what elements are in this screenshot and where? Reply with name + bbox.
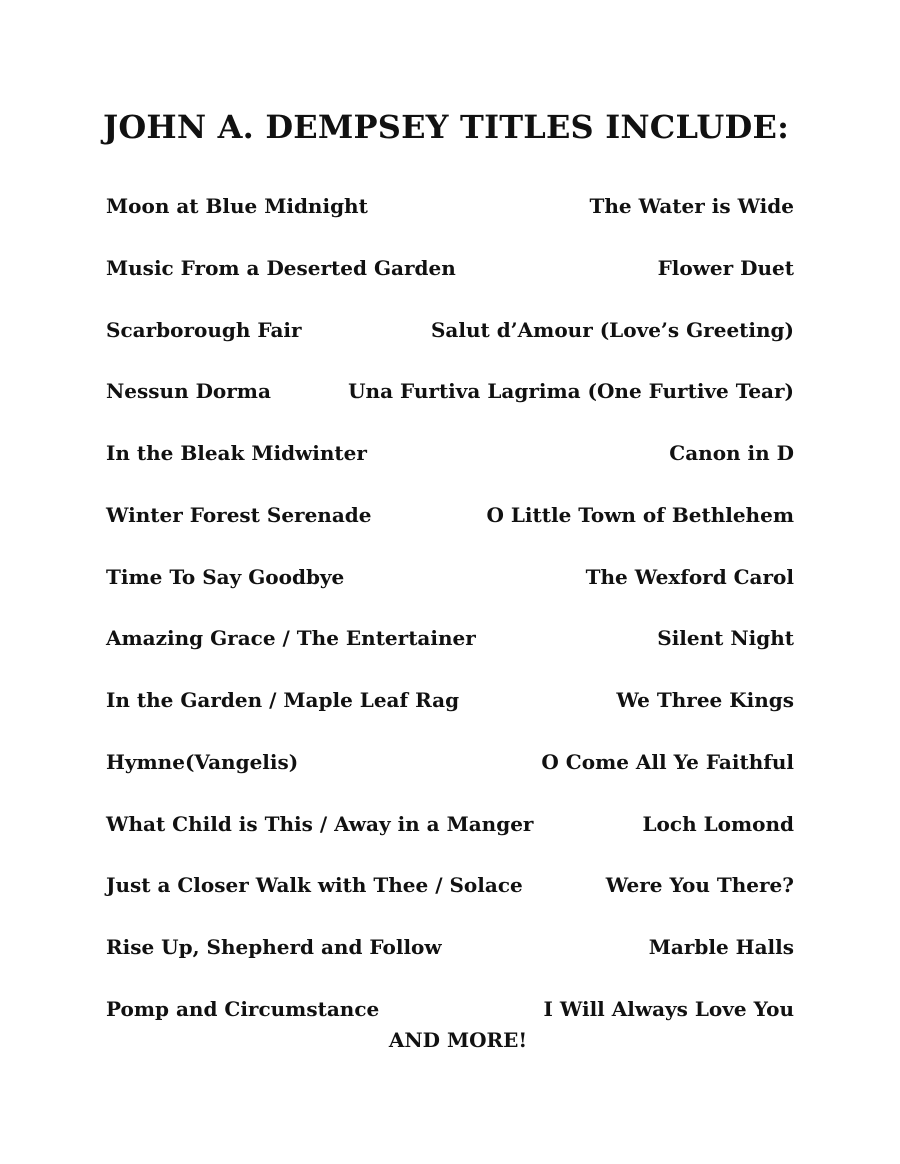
title-row [106,931,794,993]
title-left: Nessun Dorma [106,379,271,404]
title-right: Were You There? [605,873,794,898]
title-right: Marble Halls [648,935,794,959]
title-right: O Little Town of Bethlehem [486,502,794,527]
title-right: Canon in D [669,441,794,465]
title-left: Pomp and Circumstance [106,996,380,1021]
title-right: Una Furtiva Lagrima (One Furtive Tear) [348,379,794,404]
title-row [106,684,794,746]
title-row [106,808,794,870]
title-row [106,499,794,561]
title-row [106,622,794,684]
title-left: Just a Closer Walk with Thee / Solace [106,873,523,898]
title-left: Winter Forest Serenade [106,502,372,527]
title-left: Music From a Deserted Garden [106,255,456,280]
title-right: We Three Kings [616,688,794,712]
title-row [106,561,794,623]
title-left: Moon at Blue Midnight [106,194,368,218]
title-right: I Will Always Love You [543,996,794,1021]
title-left: Time To Say Goodbye [106,564,345,589]
title-row [106,375,794,437]
title-left: Scarborough Fair [106,317,302,342]
title-right: O Come All Ye Faithful [541,749,794,774]
title-right: Salut d’Amour (Love’s Greeting) [430,317,794,342]
titles-list [106,190,794,1055]
and-more-footer: AND MORE! [388,1028,528,1052]
title-right: Flower Duet [657,255,794,280]
title-left: Amazing Grace / The Entertainer [106,626,476,651]
title-row [106,190,794,252]
title-row [106,314,794,376]
title-right: Silent Night [657,626,794,651]
title-right: The Water is Wide [589,194,794,218]
title-left: In the Garden / Maple Leaf Rag [106,688,460,712]
title-right: The Wexford Carol [585,564,794,589]
page-heading: JOHN A. DEMPSEY TITLES INCLUDE: [103,108,790,146]
title-right: Loch Lomond [642,811,794,836]
title-row [106,252,794,314]
title-row [106,437,794,499]
title-left: What Child is This / Away in a Manger [106,811,534,836]
title-left: Rise Up, Shepherd and Follow [106,935,442,959]
title-row [106,869,794,931]
title-left: In the Bleak Midwinter [106,441,367,465]
title-row [106,746,794,808]
title-left: Hymne(Vangelis) [106,749,299,774]
